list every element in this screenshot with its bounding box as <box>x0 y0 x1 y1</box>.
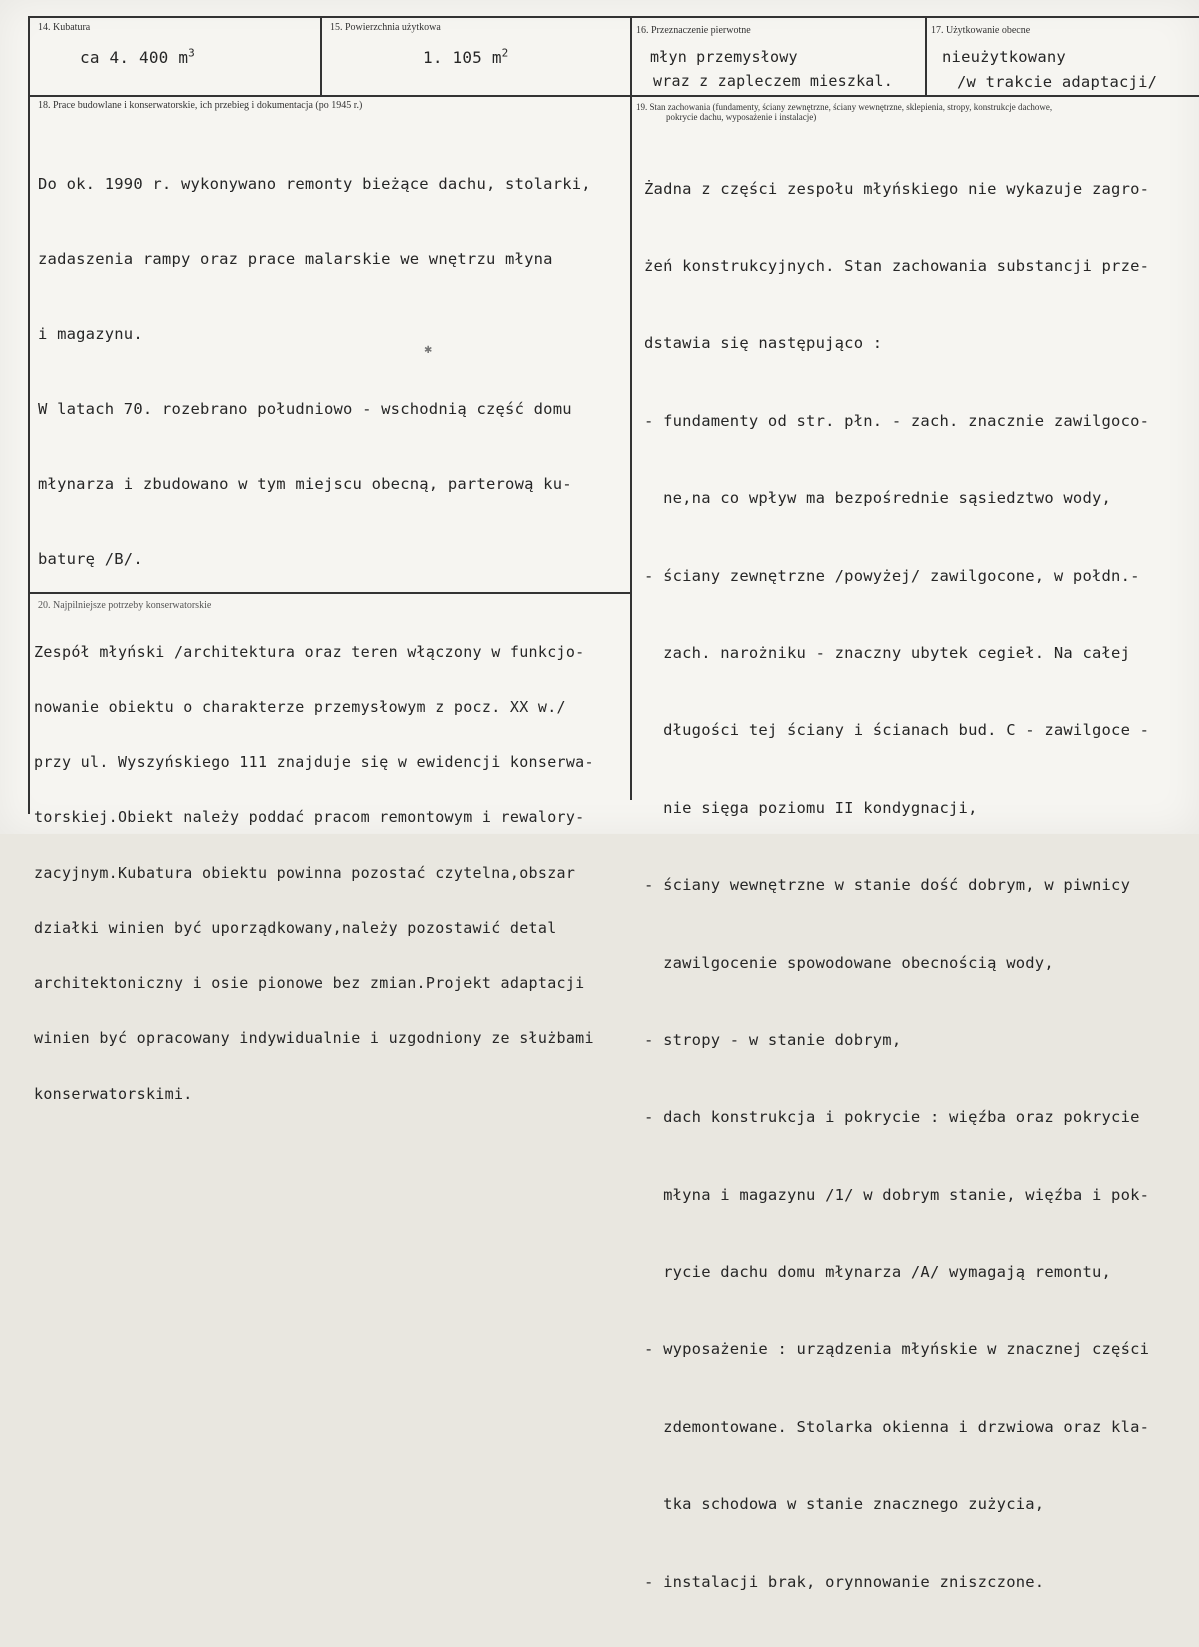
field-14-label: 14. Kubatura <box>38 22 91 33</box>
field-19-label <box>636 102 1196 122</box>
field-19-line: - fundamenty od str. płn. - zach. znacznie zawilgoco- <box>644 411 1150 430</box>
field-19-line: Żadna z części zespołu młyńskiego nie wykazuje zagro- <box>644 179 1150 198</box>
field-19-line: - dach konstrukcja i pokrycie : więźba oraz pokrycie <box>644 1108 1140 1127</box>
field-19-line: żeń konstrukcyjnych. Stan zachowania substancji prze- <box>644 256 1150 275</box>
field-17-line: nieużytkowany <box>942 48 1066 66</box>
field-19-text <box>644 125 1149 1647</box>
field-18-line: i magazynu. <box>38 325 143 343</box>
field-18-label: 18. Prace budowlane i konserwatorskie, ich przebieg i dokumentacja (po 1945 r.) <box>38 100 363 111</box>
col-divider-main <box>630 16 632 800</box>
field-15-value-text: 1. 105 m <box>423 48 502 67</box>
field-19-line: - wyposażenie : urządzenia młyńskie w znacznej części <box>644 1340 1150 1359</box>
field-20-line: konserwatorskimi. <box>34 1084 193 1103</box>
field-18-text <box>38 122 591 622</box>
col-divider-16-17 <box>925 16 927 97</box>
field-15-value-sup: 2 <box>501 46 509 60</box>
field-14-value-sup: 3 <box>188 46 195 60</box>
field-18-line: W latach 70. rozebrano południowo - wschodnią część domu <box>38 400 572 418</box>
field-20-line: działki winien być uporządkowany,należy pozostawić detal <box>34 918 557 937</box>
field-20-text <box>34 606 594 1140</box>
field-17-line: /w trakcie adaptacji/ <box>957 73 1158 91</box>
field-18-line: młynarza i zbudowano w tym miejscu obecną, parterową ku- <box>38 475 572 493</box>
field-19-line: - ściany wewnętrzne w stanie dość dobrym, w piwnicy <box>644 876 1131 895</box>
field-19-line: zawilgocenie spowodowane obecnością wody, <box>644 953 1054 972</box>
field-14-value <box>80 48 195 67</box>
field-19-line: zdemontowane. Stolarka okienna i drzwiowa oraz kla- <box>644 1417 1150 1436</box>
field-19-line: długości tej ściany i ścianach bud. C - zawilgoce - <box>644 721 1150 740</box>
field-16-value <box>650 45 893 93</box>
field-20-line: Zespół młyński /architektura oraz teren włączony w funkcjo- <box>34 642 585 661</box>
field-20-line: przy ul. Wyszyńskiego 111 znajduje się w ewidencji konserwa- <box>34 753 594 772</box>
field-19-line: rycie dachu domu młynarza /A/ wymagają remontu, <box>644 1263 1112 1282</box>
field-17-label: 17. Użytkowanie obecne <box>931 25 1031 36</box>
field-20-line: architektoniczny i osie pionowe bez zmian.Projekt adaptacji <box>34 974 585 993</box>
field-19-line: - stropy - w stanie dobrym, <box>644 1030 902 1049</box>
field-20-label: 20. Najpilniejsze potrzeby konserwatorskie <box>38 600 212 611</box>
field-20-line: zacyjnym.Kubatura obiektu powinna pozostać czytelna,obszar <box>34 863 576 882</box>
field-16-line: młyn przemysłowy <box>650 48 798 66</box>
row-divider-1 <box>28 95 1199 97</box>
field-19-line: - ściany zewnętrzne /powyżej/ zawilgocone, w połdn.- <box>644 566 1140 585</box>
ink-mark: ✱ <box>424 345 433 356</box>
field-18-line: baturę /B/. <box>38 550 143 568</box>
field-20-line: winien być opracowany indywidualnie i uzgodniony ze służbami <box>34 1029 594 1048</box>
field-19-line: młyna i magazynu /1/ w dobrym stanie, więźba i pok- <box>644 1185 1150 1204</box>
field-14-value-text: ca 4. 400 m <box>80 48 189 67</box>
field-18-line: Do ok. 1990 r. wykonywano remonty bieżące dachu, stolarki, <box>38 175 591 193</box>
field-19-label-line: 19. Stan zachowania (fundamenty, ściany zewnętrzne, ściany wewnętrzne, sklepienia, stropy, konstrukcje dachowe, <box>636 102 1053 112</box>
field-15-value <box>423 48 509 67</box>
left-border <box>28 16 30 814</box>
field-19-line: zach. narożniku - znaczny ubytek cegieł. Na całej <box>644 643 1131 662</box>
field-16-line: wraz z zapleczem mieszkal. <box>653 72 893 90</box>
field-19-line: nie sięga poziomu II kondygnacji, <box>644 798 978 817</box>
field-16-label: 16. Przeznaczenie pierwotne <box>636 25 751 36</box>
field-19-line: ne,na co wpływ ma bezpośrednie sąsiedztwo wody, <box>644 489 1112 508</box>
field-19-line: - instalacji brak, orynnowanie zniszczone. <box>644 1572 1045 1591</box>
field-19-label-line: pokrycie dachu, wyposażenie i instalacje) <box>666 112 817 122</box>
col-divider-14-15 <box>320 16 322 97</box>
field-19-line: tka schodowa w stanie znacznego zużycia, <box>644 1495 1045 1514</box>
field-17-value <box>942 45 1157 95</box>
field-18-line: zadaszenia rampy oraz prace malarskie we wnętrzu młyna <box>38 250 553 268</box>
field-15-label: 15. Powierzchnia użytkowa <box>330 22 441 33</box>
field-19-line: dstawia się następująco : <box>644 334 883 353</box>
field-20-line: nowanie obiektu o charakterze przemysłowym z pocz. XX w./ <box>34 698 566 717</box>
field-20-line: torskiej.Obiekt należy poddać pracom remontowym i rewalory- <box>34 808 585 827</box>
top-border <box>28 16 1199 18</box>
